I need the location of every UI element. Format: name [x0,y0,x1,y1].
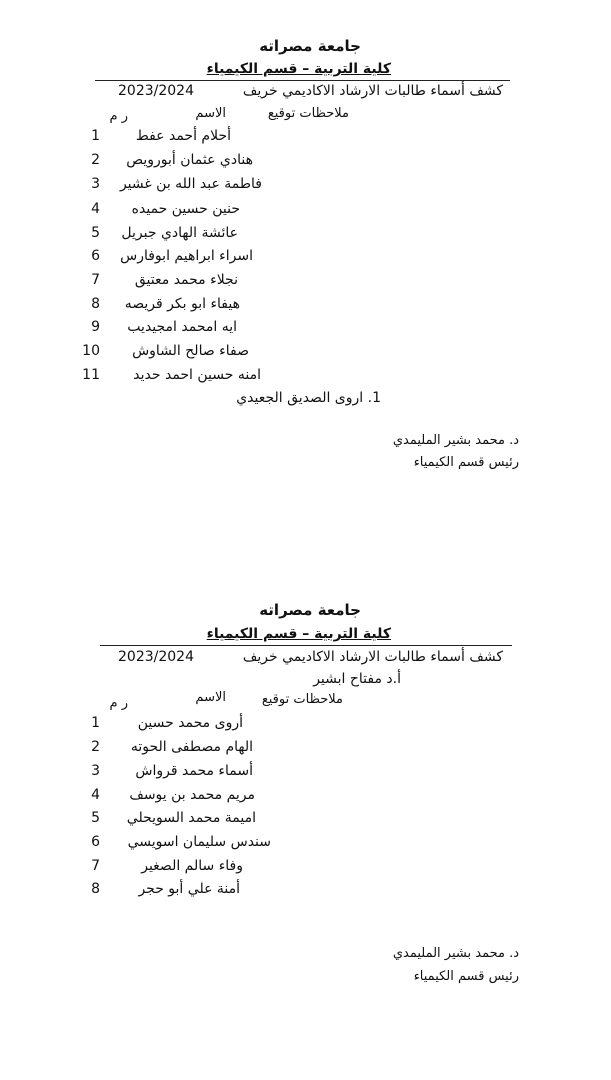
header-notes-sign: ملاحظات توقيع [261,692,343,707]
row-number: 6 [91,248,100,264]
list-title: كشف أسماء طالبات الارشاد الاكاديمي خريف [242,649,503,665]
list-year: 2023/2024 [118,649,194,665]
row-name: فاطمة عبد الله بن غشير [119,176,262,192]
row-number: 9 [91,319,100,335]
header-number: ر م [109,696,128,711]
row-name: أروى محمد حسين [137,715,243,731]
row-number: 7 [91,858,100,874]
university-name: جامعة مصراته [259,601,361,619]
row-number: 3 [91,763,100,779]
row-number: 8 [91,296,100,312]
row-name: اسراء ابراهيم ابوفارس [120,248,253,264]
signatory-title: رئيس قسم الكيمياء [413,969,519,984]
row-number: 2 [91,739,100,755]
header-notes-sign: ملاحظات توقيع [267,106,349,121]
row-name: عائشة الهادي جبريل [121,225,238,241]
row-name: صفاء صالح الشاوش [132,343,249,359]
signatory-name: د. محمد بشير المليمدي [392,433,519,448]
row-number: 8 [91,881,100,897]
row-name: نجلاء محمد معتيق [134,272,238,288]
header-number: ر م [109,109,128,124]
college-department: كلية التربية – قسم الكيمياء [206,61,391,77]
row-number: 11 [82,367,100,383]
row-number: 3 [91,176,100,192]
row-name: سندس سليمان اسويسي [127,834,271,850]
row-number: 4 [91,787,100,803]
advisor-name: أ.د مفتاح ابشير [313,671,401,687]
row-name: أسماء محمد قرواش [135,763,253,779]
signatory-name: د. محمد بشير المليمدي [392,946,519,961]
row-number: 7 [91,272,100,288]
row-name: مريم محمد بن يوسف [129,787,255,803]
row-number: 10 [82,343,100,359]
row-name: أحلام أحمد عفط [135,128,231,144]
row-number: 2 [91,152,100,168]
row-name: امنه حسين احمد حديد [133,367,261,383]
header-rule [100,645,512,646]
university-name: جامعة مصراته [259,37,361,55]
list-year: 2023/2024 [118,83,194,99]
row-name: ايه امحمد امجيديب [127,319,237,335]
row-number: 6 [91,834,100,850]
row-name: أمنة علي أبو حجر [138,881,240,897]
row-name: حنين حسين حميده [131,201,240,217]
college-department: كلية التربية – قسم الكيمياء [206,626,391,642]
row-number: 5 [91,810,100,826]
header-name: الاسم [195,690,226,705]
row-name: هيفاء ابو بكر قريصه [124,296,240,312]
header-name: الاسم [195,106,226,121]
signatory-title: رئيس قسم الكيمياء [413,455,519,470]
row-name: وفاء سالم الصغير [141,858,243,874]
row-number: 1 [91,715,100,731]
row-number: 1 [91,128,100,144]
row-name: اميمة محمد السويحلي [126,810,256,826]
header-rule [95,80,510,81]
row-name: الهام مصطفى الحوته [130,739,253,755]
row-name: هنادي عثمان أبورويص [126,152,253,168]
list-title: كشف أسماء طالبات الارشاد الاكاديمي خريف [242,83,503,99]
row-number: 5 [91,225,100,241]
extra-entry: 1. اروى الصديق الجعيدي [236,390,381,406]
row-number: 4 [91,201,100,217]
